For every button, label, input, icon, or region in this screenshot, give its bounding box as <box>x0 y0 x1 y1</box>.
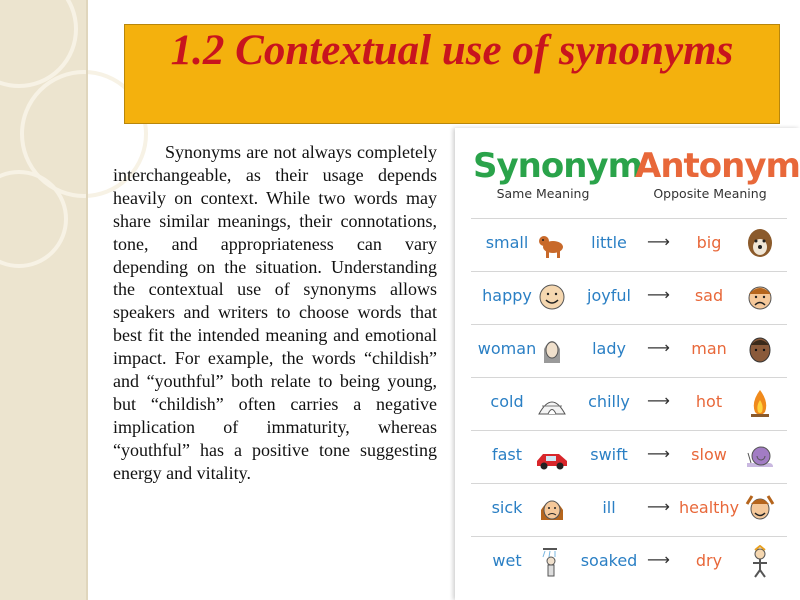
row-antonym: healthy <box>678 498 740 517</box>
row-synonym: swift <box>590 445 628 464</box>
synonym-subtitle: Same Meaning <box>496 186 590 201</box>
arrow-icon: ⟶ <box>647 497 670 516</box>
sick-person-icon <box>535 492 569 526</box>
car-icon <box>535 439 569 473</box>
row-antonym: big <box>696 233 722 252</box>
dry-person-icon <box>743 545 777 579</box>
row-synonym: ill <box>602 498 616 517</box>
band-divider <box>86 0 88 600</box>
row-synonym: lady <box>592 339 626 358</box>
row-antonym: hot <box>695 392 723 411</box>
row-word: sick <box>491 498 523 517</box>
row-synonym: chilly <box>588 392 630 411</box>
antonym-title: Antonym <box>635 146 800 186</box>
body-paragraph: Synonyms are not always completely interchangeable, as their usage depends heavily on context. While two words may share similar meanings, their connotations, tone, and appropriateness can vary depending on the situation. Understanding the contextual use of synonyms allows speakers and writers to choose words that best fit the intended meaning and emotional impact. For example, the words “childish” and “youthful” both relate to being young, but “childish” often carries a negative implication of immaturity, whereas “youthful” has a positive tone suggesting energy and vitality. <box>113 142 437 483</box>
arrow-icon: ⟶ <box>647 391 670 410</box>
row-synonym: soaked <box>580 551 638 570</box>
row-word: woman <box>477 339 537 358</box>
synonym-title: Synonym <box>473 146 643 186</box>
row-word: fast <box>491 445 523 464</box>
arrow-icon: ⟶ <box>647 338 670 357</box>
arrow-icon: ⟶ <box>647 550 670 569</box>
word-row <box>471 324 787 377</box>
word-row <box>471 536 787 589</box>
word-row <box>471 483 787 536</box>
healthy-person-icon <box>743 492 777 526</box>
happy-face-icon <box>535 280 569 314</box>
row-synonym: joyful <box>587 286 631 305</box>
igloo-icon <box>535 386 569 420</box>
word-row <box>471 218 787 271</box>
row-antonym: sad <box>694 286 724 305</box>
shower-icon <box>535 545 569 579</box>
row-word: happy <box>482 286 532 305</box>
sad-face-icon <box>743 280 777 314</box>
word-row <box>471 271 787 324</box>
dog-icon <box>535 227 569 261</box>
arrow-icon: ⟶ <box>647 285 670 304</box>
snail-icon <box>743 439 777 473</box>
woman-icon <box>535 333 569 367</box>
arrow-icon: ⟶ <box>647 444 670 463</box>
row-word: wet <box>492 551 522 570</box>
row-antonym: dry <box>695 551 723 570</box>
word-row <box>471 377 787 430</box>
arrow-icon: ⟶ <box>647 232 670 251</box>
antonym-subtitle: Opposite Meaning <box>653 186 767 201</box>
decorative-left-band <box>0 0 88 600</box>
row-word: small <box>485 233 529 252</box>
slide-title: 1.2 Contextual use of synonyms <box>170 27 734 74</box>
fire-icon <box>743 386 777 420</box>
word-row <box>471 430 787 483</box>
synonym-header <box>473 146 643 202</box>
row-antonym: slow <box>691 445 727 464</box>
row-synonym: little <box>591 233 627 252</box>
row-word: cold <box>490 392 524 411</box>
big-dog-icon <box>743 227 777 261</box>
synonym-antonym-chart <box>455 128 800 600</box>
man-icon <box>743 333 777 367</box>
antonym-header <box>635 146 800 202</box>
row-antonym: man <box>691 339 727 358</box>
